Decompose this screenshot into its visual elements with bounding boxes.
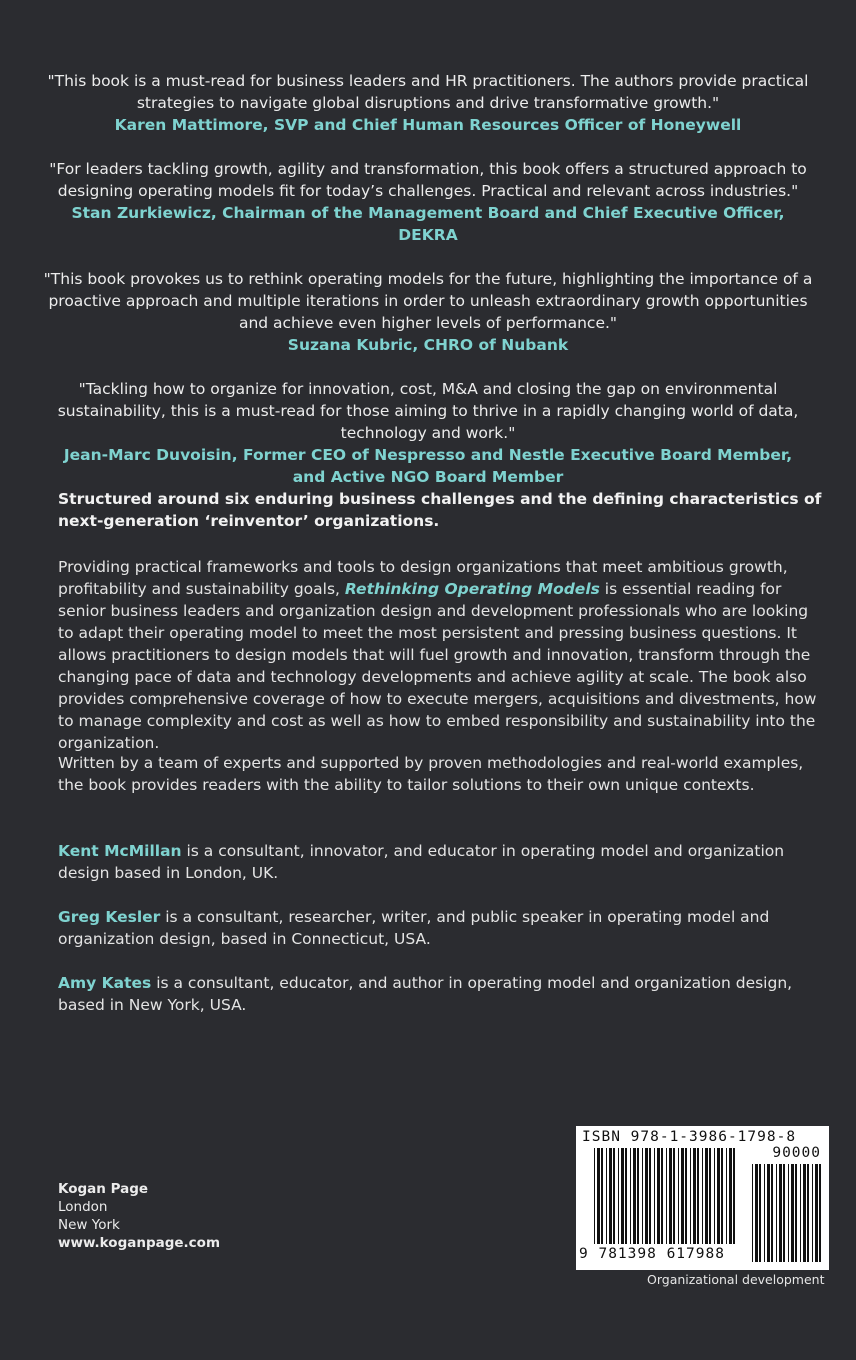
barcode-bar <box>693 1148 696 1244</box>
author-bio <box>58 906 828 950</box>
barcode-bar <box>618 1148 619 1244</box>
barcode-bar <box>807 1164 809 1262</box>
barcode-bar <box>690 1148 691 1244</box>
description-text-end: is essential reading for senior business leaders and organization design and development professionals who are looking to adapt their operating model to meet the most persistent and pressing business questions. It allows practitioners to design models that will fuel growth and innovation, transform through the changing pace of data and technology developments and achieve agility at scale. The book also provides comprehensive coverage of how to execute mergers, acquisitions and divestments, how to manage complexity and cost as well as how to embed responsibility and sustainability into the organization. <box>58 580 817 752</box>
barcode-bar <box>625 1148 627 1244</box>
barcode-bar <box>601 1148 603 1244</box>
barcode-bar <box>819 1164 821 1262</box>
barcode-bar <box>597 1148 600 1244</box>
description-paragraph-2: Written by a team of experts and supported by proven methodologies and real-world examples, the book provides readers with the ability to tailor solutions to their own unique contexts. <box>58 754 804 794</box>
barcode-bar <box>685 1148 687 1244</box>
barcode-bar <box>673 1148 675 1244</box>
barcode-bar <box>721 1148 723 1244</box>
barcode-bar <box>729 1148 732 1244</box>
publisher-name: Kogan Page <box>58 1181 149 1197</box>
barcode-bar <box>779 1164 782 1262</box>
barcode-bar <box>633 1148 636 1244</box>
barcode-bar <box>609 1148 612 1244</box>
publisher-website: www.koganpage.com <box>58 1235 221 1251</box>
quote-attribution: Karen Mattimore, SVP and Chief Human Resources Officer of Honeywell <box>114 116 742 134</box>
barcode-bar <box>613 1148 615 1244</box>
barcode-bar <box>669 1148 672 1244</box>
barcode-bar <box>788 1164 789 1262</box>
endorsement-quote <box>40 158 816 246</box>
barcode-bar <box>759 1164 761 1262</box>
endorsements <box>40 70 816 510</box>
barcode-bar <box>764 1164 765 1262</box>
barcode-bar <box>645 1148 648 1244</box>
barcode-bar <box>621 1148 624 1244</box>
barcode-bar <box>717 1148 720 1244</box>
barcode-bar <box>791 1164 794 1262</box>
isbn-barcode <box>576 1126 829 1270</box>
author-bio-text: is a consultant, innovator, and educator in operating model and organization design based in London, UK. <box>58 842 785 882</box>
isbn-text: ISBN 978-1-3986-1798-8 <box>582 1129 797 1145</box>
barcode-bar <box>702 1148 703 1244</box>
barcode-bar <box>752 1164 753 1262</box>
quote-text: "This book provokes us to rethink operating models for the future, highlighting the importance of a proactive approach and multiple iterations in order to unleash extraordinary growth opportunities and achieve even higher levels of performance." <box>43 270 813 332</box>
book-title: Rethinking Operating Models <box>344 580 600 598</box>
barcode-bar <box>803 1164 806 1262</box>
barcode-bar <box>726 1148 727 1244</box>
price-code: 90000 <box>772 1145 821 1161</box>
barcode-bar <box>783 1164 785 1262</box>
author-name: Kent McMillan <box>58 842 182 860</box>
barcode-bar <box>666 1148 667 1244</box>
barcode-bar <box>767 1164 770 1262</box>
barcode-bar <box>709 1148 711 1244</box>
barcode-bar <box>800 1164 801 1262</box>
quote-attribution-line1: Jean-Marc Duvoisin, Former CEO of Nespresso and Nestle Executive Board Member, <box>63 446 793 464</box>
barcode-bar <box>681 1148 684 1244</box>
barcode-bar <box>642 1148 643 1244</box>
barcode-bar <box>776 1164 777 1262</box>
quote-attribution: Suzana Kubric, CHRO of Nubank <box>287 336 569 354</box>
publisher-city: New York <box>58 1217 120 1233</box>
description-text-start: Providing practical frameworks and tools to design organizations that meet ambitious growth, profitability and sustainability goals, <box>58 558 788 598</box>
subject-category: Organizational development <box>647 1272 825 1287</box>
barcode-bar <box>678 1148 679 1244</box>
author-bio-text: is a consultant, educator, and author in operating model and organization design, based in New York, USA. <box>58 974 793 1014</box>
barcode-bar <box>815 1164 818 1262</box>
barcode-bar <box>657 1148 660 1244</box>
author-bio-text: is a consultant, researcher, writer, and public speaker in operating model and organization design, based in Connecticut, USA. <box>58 908 770 948</box>
barcode-bar <box>812 1164 813 1262</box>
quote-attribution-line2: and Active NGO Board Member <box>292 468 564 486</box>
barcode-bar <box>661 1148 663 1244</box>
publisher-info <box>58 1180 220 1252</box>
quote-text: "This book is a must-read for business leaders and HR practitioners. The authors provide practical strategies to navigate global disruptions and drive transformative growth." <box>47 72 809 112</box>
barcode-bar <box>654 1148 655 1244</box>
barcode-bar <box>649 1148 651 1244</box>
barcode-bar <box>606 1148 607 1244</box>
barcode-bar <box>755 1164 758 1262</box>
headline: Structured around six enduring business challenges and the defining characteristics of next-generation ‘reinventor’ organizations. <box>58 490 822 530</box>
barcode-bar <box>697 1148 699 1244</box>
author-bio <box>58 840 828 884</box>
barcode-bar <box>637 1148 639 1244</box>
endorsement-quote <box>40 268 816 356</box>
barcode-bar <box>771 1164 773 1262</box>
barcode-bar <box>795 1164 797 1262</box>
author-bio <box>58 972 828 1016</box>
endorsement-quote <box>40 70 816 136</box>
barcode-bar <box>733 1148 735 1244</box>
endorsement-quote <box>40 378 816 488</box>
quote-text: "For leaders tackling growth, agility and transformation, this book offers a structured approach to designing operating models fit for today’s challenges. Practical and relevant across industries." <box>49 160 807 200</box>
author-name: Amy Kates <box>58 974 152 992</box>
description-paragraph-1 <box>58 556 828 754</box>
barcode-bar <box>594 1148 595 1244</box>
ean-digits: 9 781398 617988 <box>579 1246 725 1262</box>
barcode-bar <box>630 1148 631 1244</box>
quote-attribution: Stan Zurkiewicz, Chairman of the Management Board and Chief Executive Officer, DEKRA <box>71 204 785 244</box>
quote-text: "Tackling how to organize for innovation, cost, M&A and closing the gap on environmental sustainability, this is a must-read for those aiming to thrive in a rapidly changing world of data, technology and work." <box>57 380 799 442</box>
barcode-bar <box>714 1148 715 1244</box>
author-name: Greg Kesler <box>58 908 161 926</box>
barcode-bar <box>705 1148 708 1244</box>
publisher-city: London <box>58 1199 108 1215</box>
